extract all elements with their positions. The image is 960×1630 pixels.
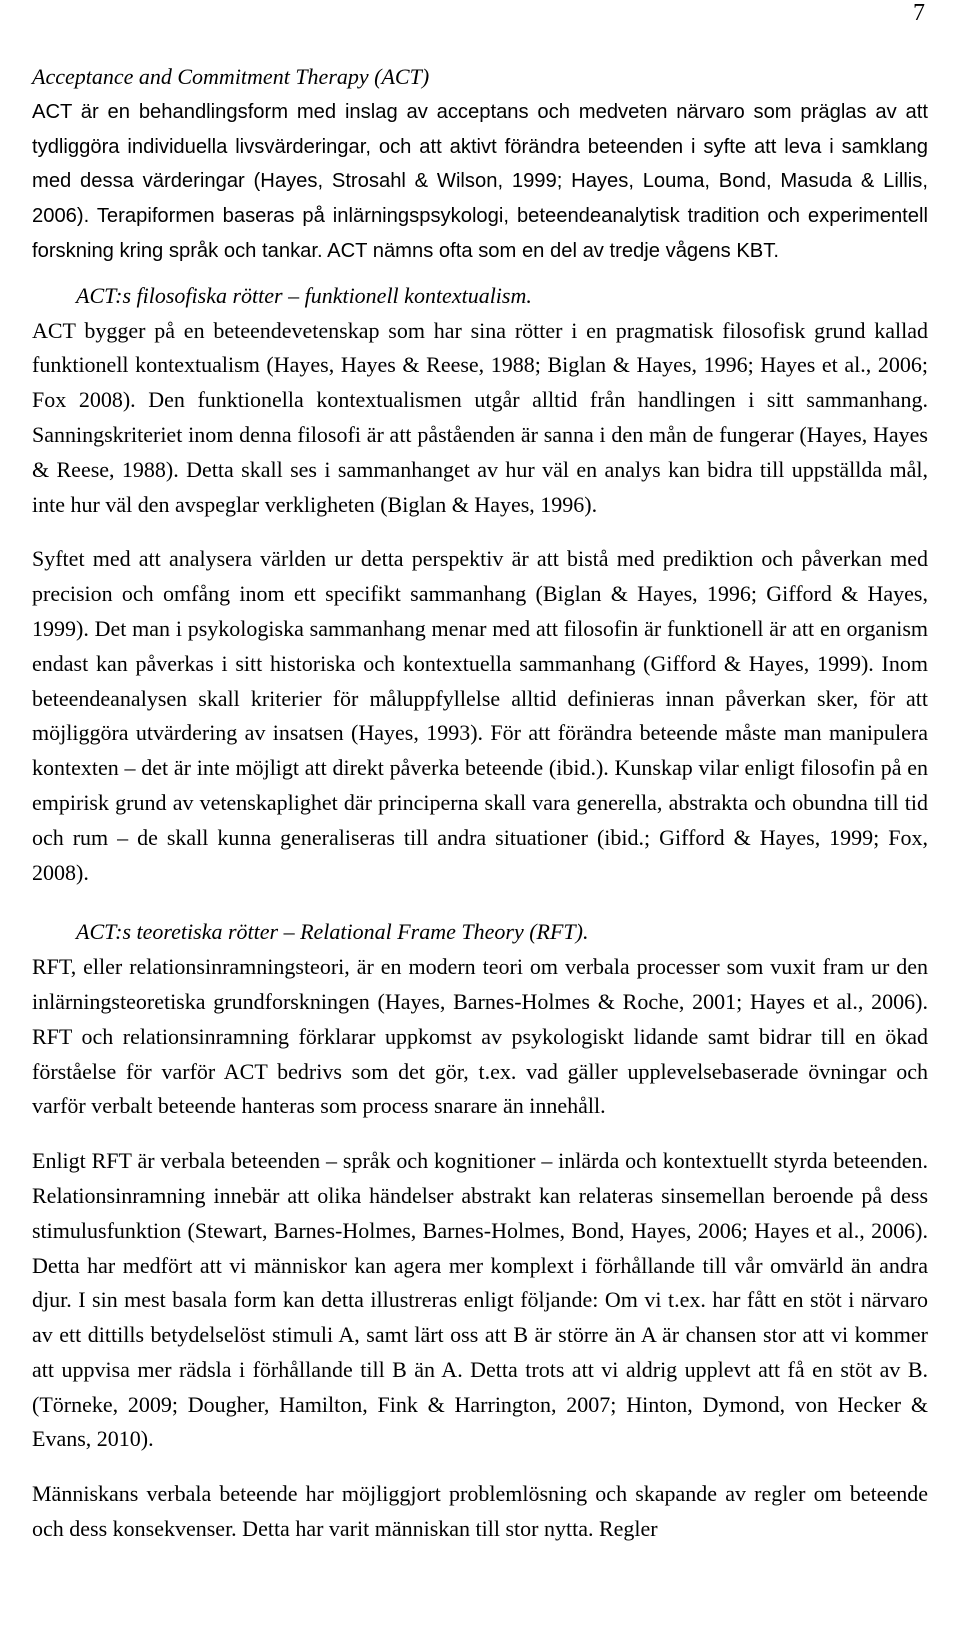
spacer <box>0 1124 960 1144</box>
section-title-theory: ACT:s teoretiska rötter – Relational Frame Theory (RFT). <box>76 919 589 945</box>
philosophy-paragraph-1: ACT bygger på en beteendevetenskap som har sina rötter i en pragmatisk filosofisk grund kallad funktionell kontextualism (Hayes, Hayes & Reese, 1988; Biglan & Hayes, 1996; Hayes et al., 2006; Fox 2008). Den funktionella kontextualismen utgår alltid från handlingen i sitt sammanhang. Sanningskriteriet inom denna filosofi är att påståenden är sanna i den mån de fungerar (Hayes, Hayes & Reese, 1988). Detta skall ses i sammanhanget av hur väl en analys kan bidra till uppställda mål, inte hur väl den avspeglar verkligheten (Biglan & Hayes, 1996). <box>32 317 928 517</box>
page-number: 7 <box>913 0 925 26</box>
page-content <box>0 60 960 1547</box>
spacer <box>0 1457 960 1477</box>
section-title-act: Acceptance and Commitment Therapy (ACT) <box>32 64 430 89</box>
theory-paragraph-1: RFT, eller relationsinramningsteori, är en modern teori om verbala processer som vuxit fram ur den inlärningsteoretiska grundforskningen (Hayes, Barnes-Holmes & Roche, 2001; Hayes et al., 2006). RFT och relationsinramning förklarar uppkomst av psykologiskt lidande samt bidrar till en ökad förståelse för varför ACT bedrivs som det gör, t.ex. vad gäller upplevelsebaserade övningar och varför verbalt beteende hanteras som process snarare än innehåll. <box>32 954 928 1119</box>
theory-paragraph-3: Människans verbala beteende har möjliggjort problemlösning och skapande av regler om beteende och dess konsekvenser. Detta har varit människan till stor nytta. Regler <box>32 1481 928 1542</box>
spacer <box>0 890 960 915</box>
philosophy-paragraph-2: Syftet med att analysera världen ur detta perspektiv är att bistå med prediktion och påverkan med precision och omfång inom ett specifikt sammanhang (Biglan & Hayes, 1996; Gifford & Hayes, 1999). Det man i psykologiska sammanhang menar med att filosofin är funktionell är att en organism endast kan påverkas i sitt historiska och kontextuella sammanhang (Gifford & Hayes, 1999). Inom beteendeanalysen skall kriterier för måluppfyllelse alltid definieras innan påverkan sker, för att möjliggöra utvärdering av insatsen (Hayes, 1993). För att förändra beteende måste man manipulera kontexten – det är inte möjligt att direkt påverka beteende (ibid.). Kunskap vilar enligt filosofin på en empirisk grund av vetenskaplighet där principerna skall vara generella, abstrakta och obundna till tid och rum – de skall kunna generaliseras till andra situationer (ibid.; Gifford & Hayes, 1999; Fox, 2008). <box>32 546 928 885</box>
spacer <box>0 522 960 542</box>
section-title-philosophy: ACT:s filosofiska rötter – funktionell kontextualism. <box>76 282 532 308</box>
act-intro-paragraph: ACT är en behandlingsform med inslag av acceptans och medveten närvaro som präglas av att tydliggöra individuella livsvärderingar, och att aktivt förändra beteenden i syfte att leva i samklang med dessa värderingar (Hayes, Strosahl & Wilson, 1999; Hayes, Louma, Bond, Masuda & Lillis, 2006). Terapiformen baseras på inlärningspsykologi, beteendeanalytisk tradition och experimentell forskning kring språk och tankar. ACT nämns ofta som en del av tredje vågens KBT. <box>32 100 928 262</box>
theory-paragraph-2: Enligt RFT är verbala beteenden – språk och kognitioner – inlärda och kontextuellt styrda beteenden. Relationsinramning innebär att olika händelser abstrakt kan relateras sinsemellan beroende på dess stimulusfunktion (Stewart, Barnes-Holmes, Barnes-Holmes, Bond, Hayes, 2006; Hayes et al., 2006). Detta har medfört att vi människor kan agera mer komplext i förhållande till vår omvärld än andra djur. I sin mest basala form kan detta illustreras enligt följande: Om vi t.ex. har fått en stöt i närvaro av ett dittills betydelselöst stimuli A, samt lärt oss att B är större än A är chansen stor att vi kommer att uppvisa mer rädsla i förhållande till B än A. Detta trots att vi aldrig upplevt att få en stöt av B. (Törneke, 2009; Dougher, Hamilton, Fink & Harrington, 2007; Hinton, Dymond, von Hecker & Evans, 2010). <box>32 1148 928 1452</box>
spacer <box>0 269 960 279</box>
